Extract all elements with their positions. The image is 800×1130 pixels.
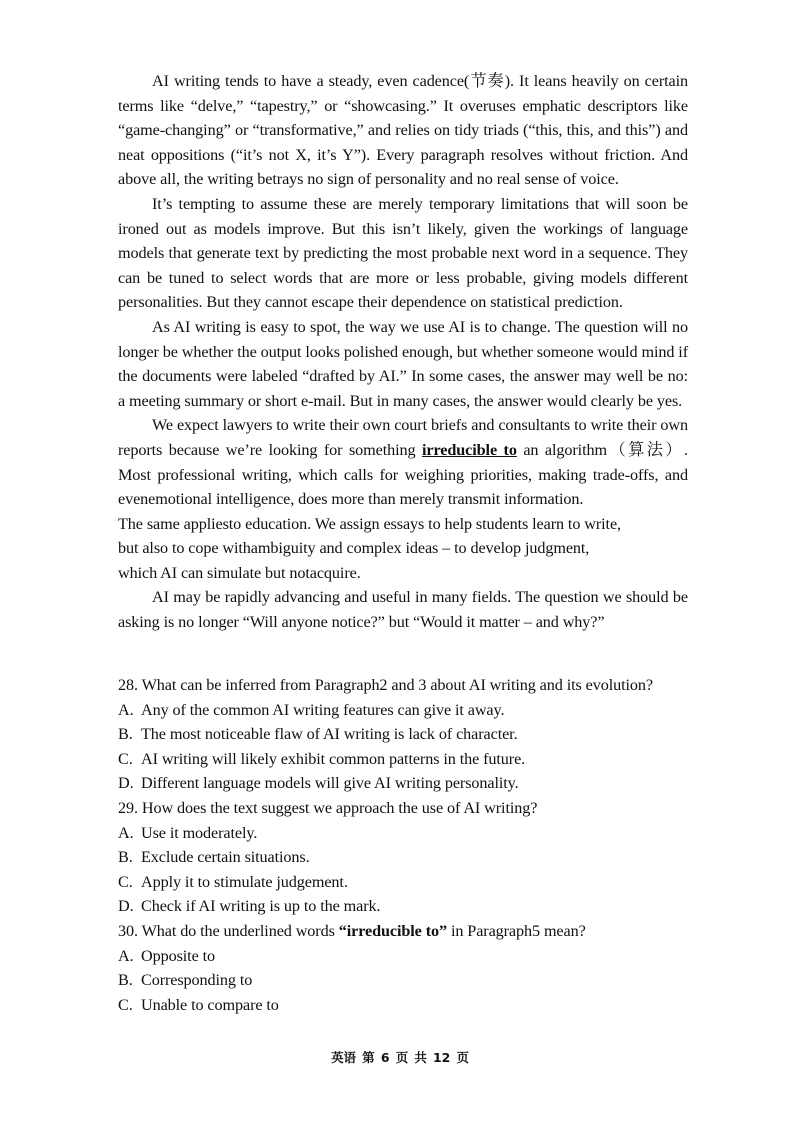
- question-30-option-c: [118, 993, 688, 1018]
- option-letter: B.: [118, 971, 133, 990]
- paragraph-4-line-2: The same appliesto education. We assign essays to help students learn to write,: [118, 514, 621, 533]
- paragraph-4-line-3: but also to cope withambiguity and complex ideas – to develop judgment,: [118, 539, 590, 558]
- question-28-option-a: [118, 698, 688, 723]
- question-29-option-a: [118, 821, 688, 846]
- option-letter: A.: [118, 823, 134, 842]
- footer-page-unit: 页: [395, 1050, 409, 1065]
- question-list: [118, 673, 688, 1017]
- reading-passage: [118, 69, 688, 635]
- question-29-option-d: [118, 894, 688, 919]
- option-text: Corresponding to: [141, 971, 253, 990]
- question-30-stem-after: in Paragraph5 mean?: [447, 921, 586, 940]
- option-letter: D.: [118, 774, 134, 793]
- option-text: Apply it to stimulate judgement.: [141, 872, 348, 891]
- option-text: Exclude certain situations.: [141, 848, 310, 867]
- footer-total-unit: 页: [456, 1050, 469, 1065]
- question-28-option-d: [118, 771, 688, 796]
- question-30-stem: [118, 919, 688, 944]
- underlined-phrase: irreducible to: [422, 440, 517, 459]
- paragraph-4-text-after: an algorithm（算法）. Most professional writing, which calls for weighing priorities, making trade-offs, and evenemotional intelligence, does more than merely transmit information.: [118, 440, 689, 509]
- option-text: The most noticeable flaw of AI writing is lack of character.: [141, 725, 518, 744]
- footer-subject: 英语: [331, 1050, 356, 1065]
- option-letter: B.: [118, 848, 133, 867]
- option-letter: A.: [118, 946, 134, 965]
- paragraph-2: It’s tempting to assume these are merely temporary limitations that will soon be ironed out as models improve. But this isn’t likely, given the workings of language models that generate text by predicting the most probable next word in a sequence. They can be tuned to select words that are more or less probable, giving models different personalities. But they cannot escape their dependence on statistical prediction.: [118, 194, 688, 312]
- footer-total-label: 共: [414, 1050, 427, 1065]
- footer-page-label: 第: [362, 1050, 375, 1065]
- question-29-option-c: [118, 870, 688, 895]
- option-text: Any of the common AI writing features can give it away.: [141, 700, 505, 719]
- question-29-stem: 29. How does the text suggest we approach the use of AI writing?: [118, 798, 538, 817]
- option-text: Check if AI writing is up to the mark.: [141, 897, 381, 916]
- option-letter: C.: [118, 995, 133, 1014]
- question-29-option-b: [118, 845, 688, 870]
- question-28-option-c: [118, 747, 688, 772]
- question-30-stem-before: 30. What do the underlined words: [118, 921, 339, 940]
- paragraph-3: As AI writing is easy to spot, the way we use AI is to change. The question will no longer be whether the output looks polished enough, but whether someone would mind if the documents were labeled “drafted by AI.” In some cases, the answer may well be no: a meeting summary or short e-mail. But in many cases, the answer would clearly be yes.: [118, 317, 688, 410]
- option-text: Different language models will give AI writing personality.: [141, 774, 519, 793]
- question-28-stem: 28. What can be inferred from Paragraph2 and 3 about AI writing and its evolution?: [118, 676, 653, 694]
- option-letter: C.: [118, 872, 133, 891]
- option-letter: B.: [118, 725, 133, 744]
- option-text: Opposite to: [141, 946, 215, 965]
- question-28-option-b: [118, 722, 688, 747]
- paragraph-4-text-before: We expect lawyers to write their own court briefs and consultants to write their own reports because we’re looking for something: [118, 416, 688, 459]
- footer-total-pages: 12: [433, 1050, 451, 1065]
- paragraph-1: AI writing tends to have a steady, even cadence(节奏). It leans heavily on certain terms like “delve,” “tapestry,” or “showcasing.” It overuses emphatic descriptors like “game-changing” or “transformative,” and relies on tidy triads (“this, this, and this”) and neat oppositions (“it’s not X, it’s Y”). Every paragraph resolves without friction. And above all, the writing betrays no sign of personality and no real sense of voice.: [118, 72, 688, 189]
- option-letter: C.: [118, 749, 133, 768]
- question-30-quoted-phrase: “irreducible to”: [338, 921, 447, 940]
- page-footer: [0, 1048, 800, 1066]
- question-30-option-b: [118, 968, 688, 993]
- paragraph-4-line-4: which AI can simulate but notacquire.: [118, 563, 361, 582]
- option-text: AI writing will likely exhibit common patterns in the future.: [141, 749, 526, 768]
- paragraph-4: [118, 413, 688, 511]
- option-text: Unable to compare to: [141, 995, 279, 1014]
- footer-page-number: 6: [380, 1050, 390, 1065]
- paragraph-5: AI may be rapidly advancing and useful in many fields. The question we should be asking is no longer “Will anyone notice?” but “Would it matter – and why?”: [118, 588, 688, 632]
- option-text: Use it moderately.: [141, 823, 258, 842]
- question-30-option-a: [118, 944, 688, 969]
- option-letter: D.: [118, 897, 134, 916]
- option-letter: A.: [118, 700, 134, 719]
